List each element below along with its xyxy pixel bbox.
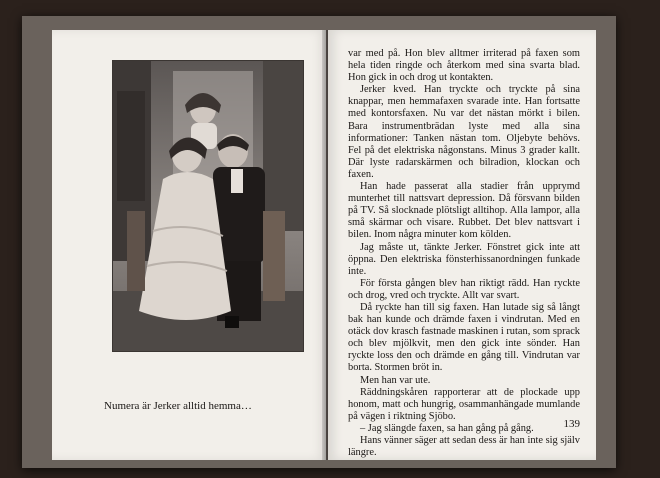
paragraph: var med på. Hon blev alltmer irriterad på faxen som hela tiden ringde och återkom med sina svarta blad. Hon gick in och drog ut kontakten. (348, 48, 580, 84)
right-page (328, 30, 596, 460)
photo-illustration (113, 61, 303, 351)
paragraph: Då ryckte han till sig faxen. Han lutade sig så långt bak han kunde och drämde faxen i vindrutan. Med en otäck dov krasch fastnade maskinen i rutan, som sprack och blev mjölkvit, men den gick inte sönder. Han ryckte loss den och drämde en gång till. Vindrutan var borta. Stormen bröt in. (348, 301, 580, 374)
paragraph: Hans vänner säger att sedan dess är han inte sig själv längre. (348, 435, 580, 459)
page-number: 139 (563, 418, 580, 430)
paragraph: Men han var ute. (360, 374, 431, 386)
vintage-photograph (112, 60, 304, 352)
body-text (348, 48, 580, 459)
paragraph: Han hade passerat alla stadier från upprymd munterhet till nattsvart depression. Då försvann bilden på TV. Så slocknade plötsligt alltihop. Alla lampor, alla små skärmar och visare. Rubbet. Det blev nattsvart i bilen. Inom några minuter kom kölden. (348, 181, 580, 241)
left-page (52, 30, 326, 460)
paragraph: För första gången blev han riktigt rädd. Han ryckte och drog, vred och tryckte. Allt var svart. (348, 277, 580, 301)
paragraph: Jerker kved. Han tryckte och tryckte på sina knappar, men hemmafaxen svarade inte. Han fortsatte med kontorsfaxen. Nu var det nästan mörkt i bilen. Bara instrumentbrädan lyste med alla sina informationer: Tanken nästan tom. Oljebyte behövs. Fel på det elektriska någonstans. Minus 3 grader kallt. Där lyste radarskärmen och bilradion, klockan och faxen. (348, 84, 580, 180)
photo-caption: Numera är Jerker alltid hemma… (104, 400, 252, 412)
open-book (22, 16, 616, 468)
paragraph: – Jag slängde faxen, sa han gång på gång. (360, 422, 534, 434)
paragraph: Räddningskåren rapporterar att de plockade upp honom, matt och hungrig, osammanhängade mumlande på vägen i riktning Sjöbo. (348, 386, 580, 422)
paragraph: Jag måste ut, tänkte Jerker. Fönstret gick inte att öppna. Den elektriska fönsterhissanordningen funkade inte. (348, 241, 580, 277)
